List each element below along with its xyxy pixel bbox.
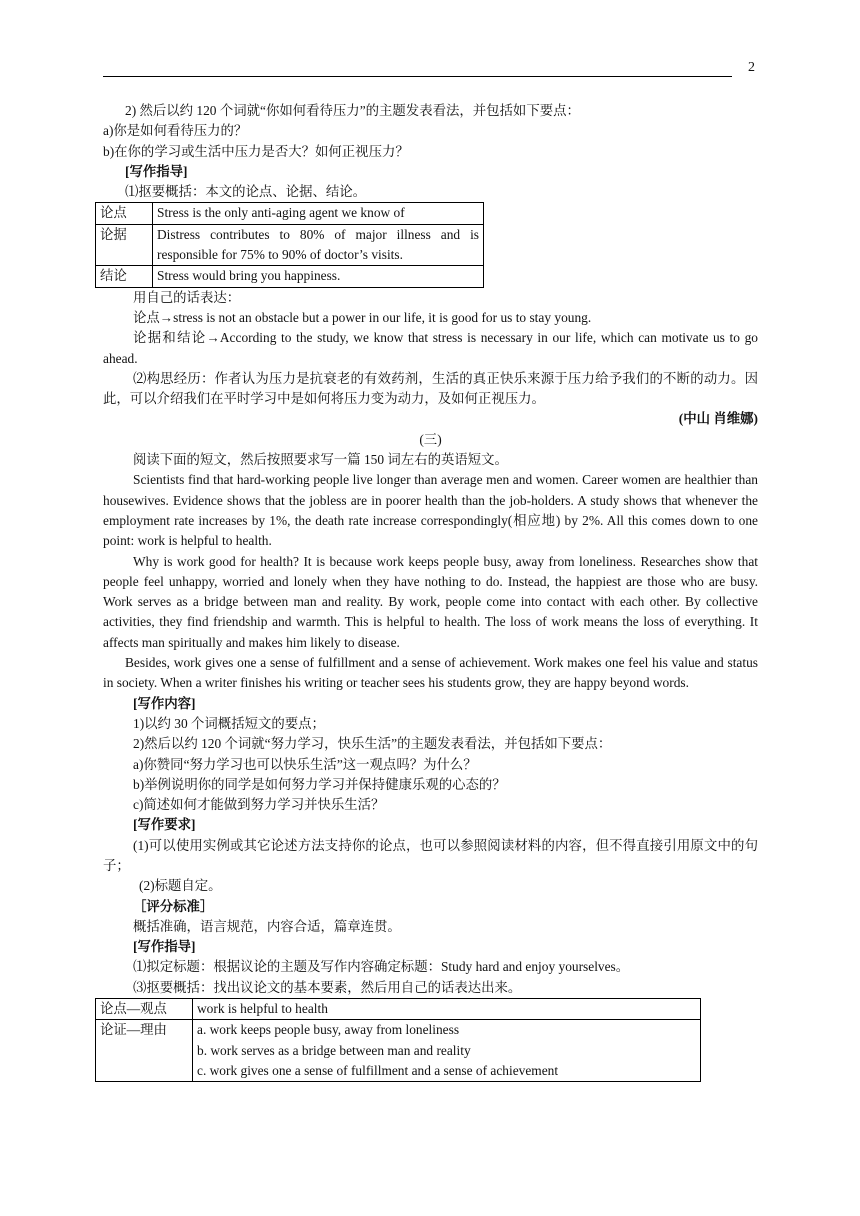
heading-writing-guide-2: [写作指导]: [133, 939, 196, 955]
reason-c: c. work gives one a sense of fulfillment and a sense of achievement: [197, 1062, 559, 1078]
requirement-2: (2)标题自定。: [139, 878, 222, 894]
page-number: 2: [748, 60, 755, 75]
table-value: work is helpful to health: [193, 999, 701, 1020]
heading-writing-guide: [写作指导]: [125, 163, 188, 179]
passage-paragraph-2: Why is work good for health? It is because work keeps people busy, away from loneliness. Researches show that people feel unhappy, worried and lonely when they have nothing to do. Instead, the happiest are those who are busy. Work serves as a bridge between man and reality. By work, people come into contact with each other. By collective activities, they find friendship and warmth. This is helpful to health. The loss of work means the loss of everything. It affects man spiritually and makes him likely to disease.: [103, 553, 758, 650]
table-key: 论点: [96, 203, 153, 224]
reason-b: b. work serves as a bridge between man and reality: [197, 1042, 471, 1058]
table-key: 结论: [96, 266, 153, 287]
table-value: Stress would bring you happiness.: [153, 266, 484, 287]
table-value: Distress contributes to 80% of major illness and is responsible for 75% to 90% of doctor’s visits.: [153, 224, 484, 266]
requirement-1: (1)可以使用实例或其它论述方法支持你的论点，也可以参照阅读材料的内容，但不得直接引用原文中的句子；: [103, 837, 758, 873]
scoring-text: 概括准确，语言规范，内容合适，篇章连贯。: [133, 918, 401, 934]
table-value-list: [193, 1020, 701, 1082]
guide-title-step: ⑴拟定标题：根据议论的主题及写作内容确定标题：Study hard and enjoy yourselves。: [133, 959, 630, 975]
argument-table: [95, 202, 484, 287]
guide-summary-step: ⑶抠要概括：找出议论文的基本要素，然后用自己的话表达出来。: [133, 979, 522, 995]
content-item-a: a)你赞同“努力学习也可以快乐生活”这一观点吗？为什么？: [133, 756, 477, 772]
table-row: [96, 224, 484, 266]
task-point-b: b)在你的学习或生活中压力是否大？如何正视压力？: [103, 143, 409, 159]
table-value: Stress is the only anti-aging agent we know of: [153, 203, 484, 224]
table-row: [96, 266, 484, 287]
thesis-line: 论点→stress is not an obstacle but a power in our life, it is good for us to stay young.: [133, 309, 592, 325]
content-item-c: c)简述如何才能做到努力学习并快乐生活？: [133, 797, 385, 813]
section-title: (三): [419, 431, 442, 447]
table-row: [96, 999, 701, 1020]
passage-paragraph-1: Scientists find that hard-working people live longer than average men and women. Career women are healthier than housewives. Evidence shows that the jobless are in poorer health than the job-holders. A study shows that whenever the employment rate increases by 1%, the death rate increase correspondingly(相应地) by 2%. All this comes down to one point: work is helpful to health.: [103, 472, 758, 549]
task-point-2: 2) 然后以约 120 个词就“你如何看待压力”的主题发表看法，并包括如下要点：: [125, 103, 580, 118]
passage-paragraph-3: Besides, work gives one a sense of fulfillment and a sense of achievement. Work makes one feel his value and status in society. When a writer finishes his writing or teacher sees his students grow, they are happy beyond words.: [103, 655, 758, 691]
section-intro: 阅读下面的短文，然后按照要求写一篇 150 词左右的英语短文。: [133, 452, 508, 468]
heading-scoring-criteria: ［评分标准］: [133, 898, 214, 914]
evidence-line: 论据和结论→According to the study, we know that stress is necessary in our life, which can motivate us to go ahead.: [103, 330, 758, 366]
author-credit: (中山 肖维娜): [678, 411, 758, 427]
heading-writing-content: [写作内容]: [133, 695, 196, 711]
guide-step-1: ⑴抠要概括：本文的论点、论据、结论。: [125, 184, 367, 200]
argument-summary-table: [95, 998, 701, 1082]
guide-step-2: ⑵构思经历：作者认为压力是抗衰老的有效药剂，生活的真正快乐来源于压力给予我们的不断的动力。因此，可以介绍我们在平时学习中是如何将压力变为动力，及如何正视压力。: [103, 370, 758, 407]
content-item-2: 2)然后以约 120 个词就“努力学习，快乐生活”的主题发表看法，并包括如下要点：: [133, 736, 612, 752]
table-key: 论点—观点: [96, 999, 193, 1020]
own-words-label: 用自己的话表达：: [133, 289, 241, 305]
table-key: 论证—理由: [96, 1020, 193, 1082]
content-item-b: b)举例说明你的同学是如何努力学习并保持健康乐观的心态的？: [133, 776, 506, 792]
document-body: [100, 101, 758, 1082]
heading-writing-requirements: [写作要求]: [133, 817, 196, 833]
task-point-a: a)你是如何看待压力的？: [103, 123, 248, 139]
header-rule: [103, 76, 732, 77]
table-row: [96, 1020, 701, 1082]
table-key: 论据: [96, 224, 153, 266]
reason-a: a. work keeps people busy, away from loneliness: [197, 1022, 460, 1038]
content-item-1: 1)以约 30 个词概括短文的要点；: [133, 715, 325, 731]
table-row: [96, 203, 484, 224]
